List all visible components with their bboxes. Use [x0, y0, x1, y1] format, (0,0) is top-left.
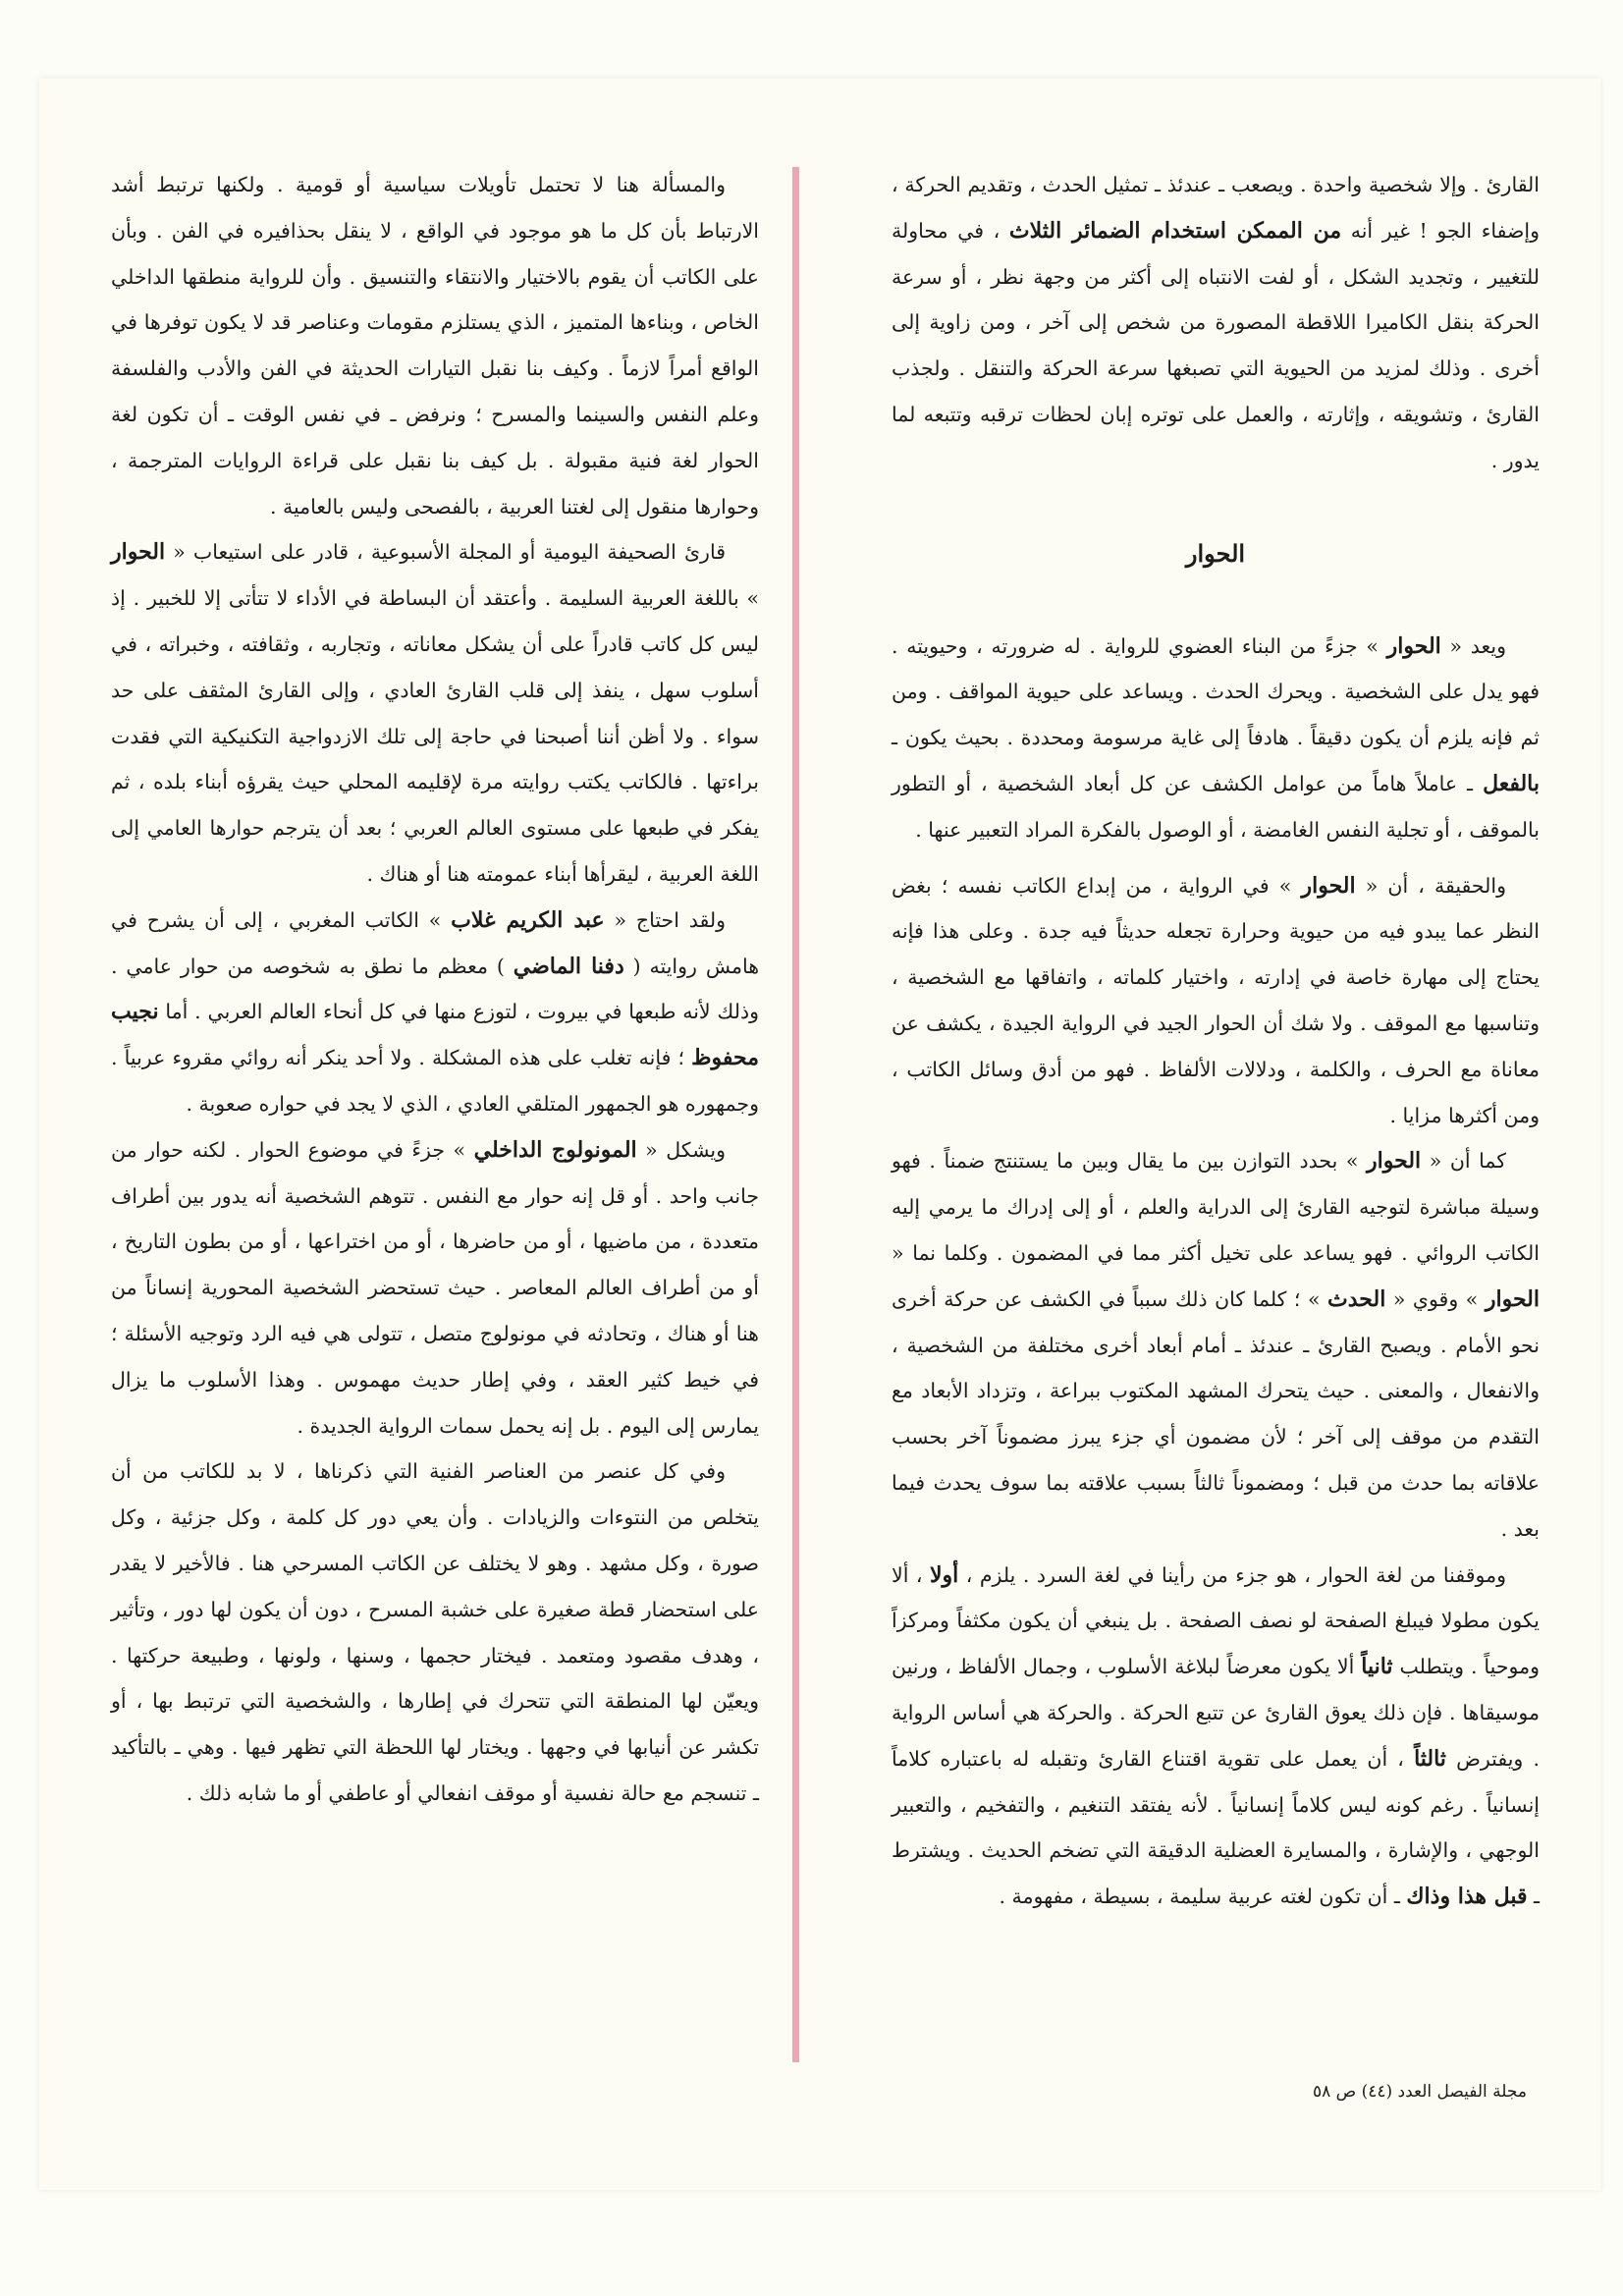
- text-run: قارئ الصحيفة اليومية أو المجلة الأسبوعية ، قادر على استيعاب «: [165, 540, 726, 565]
- bold-term: الحوار: [1485, 1285, 1540, 1312]
- paragraph: والمسألة هنا لا تحتمل تأويلات سياسية أو قومية . ولكنها ترتبط أشد الارتباط بأن كل ما هو موجود في الواقع ، لا ينقل بحذافيره في الفن . وبأن على الكاتب أن يقوم بالاختيار والانتقاء والتنسيق . وأن للرواية منطقها الداخلي الخاص ، وبناءها المتميز ، الذي يستلزم مقومات وعناصر قد لا يكون توفرها في الواقع أمراً لازماً . وكيف بنا نقبل التيارات الحديثة في الفن والأدب والفلسفة وعلم النفس والسينما والمسرح ؛ ونرفض ـ في نفس الوقت ـ أن تكون لغة الحوار لغة فنية مقبولة . بل كيف بنا نقبل على قراءة الروايات المترجمة ، وحوارها منقول إلى لغتنا العربية ، بالفصحى وليس بالعامية .: [111, 173, 759, 519]
- paragraph: [111, 898, 759, 1127]
- section-heading: الحوار: [1185, 538, 1246, 568]
- column-divider: [792, 167, 799, 2062]
- text-run: وموقفنا من لغة الحوار ، هو جزء من رأينا في لغة السرد . يلزم ،: [958, 1562, 1506, 1587]
- bold-term: الحدث: [1327, 1285, 1386, 1312]
- text-run: ـ أن تكون لغته عربية سليمة ، بسيطة ، مفهومة .: [999, 1885, 1407, 1909]
- right-column: [892, 162, 1540, 1920]
- text-run: القارئ . وإلا شخصية واحدة . ويصعب ـ عندئذ ـ تمثيل الحدث ، وتقديم الحركة ، وإضفاء الجو ! غير أنه: [892, 173, 1540, 243]
- text-run: » في الرواية ، من إبداع الكاتب نفسه ؛ بغض النظر عما يبدو فيه من حيوية وحرارة تجعله حديثاً فيه جدة . وعلى هذا فإنه يحتاج إلى مهارة خاصة في إدارته ، واختيار كلماته ، واتفاقها مع الشخصية ، وتناسبها مع الموقف . ولا شك أن الحوار الجيد في الرواية الجيدة ، يكشف عن معاناة مع الحرف ، والكلمة ، ودلالات الألفاظ . فهو من أدق وسائل الكاتب ، ومن أكثرها مزايا .: [892, 873, 1540, 1127]
- text-run: ، أن يعمل على تقوية اقتناع القارئ وتقبله له باعتباره كلاماً إنسانياً . رغم كونه ليس كلاماً إنسانياً . لأنه يفتقد التنغيم ، والتفخيم ، والتعبير الوجهي ، والإشارة ، والمسايرة العضلية الدقيقة التي تضخم الحديث . ويشترط ـ: [892, 1746, 1540, 1909]
- text-run: » وقوي «: [1385, 1286, 1486, 1311]
- text-run: والحقيقة ، أن «: [1355, 873, 1507, 898]
- text-run: ، ألا يكون مطولا فيبلغ الصفحة لو نصف الصفحة . بل ينبغي أن يكون مكثفاً ومركزاً وموحياً . ويتطلب: [892, 1562, 1540, 1679]
- novel-title: دفنا الماضي: [513, 953, 624, 979]
- author-name: نجيب محفوظ: [111, 999, 759, 1071]
- text-run: » بحدد التوازن بين ما يقال وبين ما يستنتج ضمناً . فهو وسيلة مباشرة لتوجيه القارئ إلى الدراية والعلم ، أو إلى إدراك ما يرمي إليه الكاتب الروائي . فهو يساعد على تخيل أكثر مما في المضمون . وكلما نما «: [892, 1149, 1540, 1265]
- text-run: » جزءً من البناء العضوي للرواية . له ضرورته ، وحيويته . فهو يدل على الشخصية . ويحرك الحدث . ويساعد على حيوية المواقف . ومن ثم فإنه يلزم أن يكون دقيقاً . هادفاً إلى غاية مرسومة ومحددة . بحيث يكون ـ: [892, 633, 1540, 750]
- paragraph: [111, 1127, 759, 1449]
- bold-phrase: من الممكن استخدام الضمائر الثلاث: [1008, 217, 1342, 244]
- bold-term: الحوار: [1367, 1148, 1422, 1175]
- bold-term: أولا: [929, 1561, 959, 1588]
- bold-term: بالفعل: [1483, 770, 1540, 796]
- paragraph: وفي كل عنصر من العناصر الفنية التي ذكرناها ، لا بد للكاتب من أن يتخلص من النتوءات والزيادات . وأن يعي دور كل كلمة ، وكل جزئية ، وكل صورة ، وكل مشهد . وهو لا يختلف عن الكاتب المسرحي هنا . فالأخير لا يقدر على استحضار قطة صغيرة على خشبة المسرح ، دون أن يكون لها دور ، وتأثير ، وهدف مقصود ومتعمد . فيختار حجمها ، وسنها ، ولونها ، وطبيعة حركتها . ويعيّن لها المنطقة التي تتحرك في إطارها ، والشخصية التي ترتبط بها ، أو تكشر عن أنيابها في وجهها . ويختار لها اللحظة التي تظهر فيها . وهي ـ بالتأكيد ـ تنسجم مع حالة نفسية أو موقف انفعالي أو عاطفي أو ما شابه ذلك .: [111, 1459, 759, 1805]
- text-run: ألا يكون معرضاً لبلاغة الأسلوب ، وجمال الألفاظ ، ورنين موسيقاها . فإن ذلك يعوق القارئ عن تتبع الحركة . والحركة هي أساس الرواية . ويفترض: [892, 1655, 1540, 1771]
- bold-term: الحوار: [111, 539, 166, 566]
- author-name: عبد الكريم غلاب: [451, 906, 605, 933]
- paragraph: [892, 863, 1540, 1139]
- paragraph: [892, 1553, 1540, 1920]
- text-run: ويعد «: [1440, 633, 1506, 658]
- text-run: » الكاتب المغربي ، إلى أن يشرح في هامش روايته (: [111, 907, 759, 978]
- bold-term: ثالثاً: [1414, 1745, 1446, 1772]
- text-run: ) معظم ما نطق به شخوصه من حوار عامي . وذلك لأنه طبعها في بيروت ، لتوزع منها في كل أنحاء العالم العربي . أما: [111, 954, 759, 1024]
- text-run: ؛ فإنه تغلب على هذه المشكلة . ولا أحد ينكر أنه روائي مقروء عربياً . وجمهوره هو الجمهور المتلقي العادي ، الذي لا يجد في حواره صعوبة .: [111, 1046, 759, 1116]
- bold-term: ثانياً: [1361, 1654, 1393, 1680]
- paragraph: [892, 624, 1540, 853]
- paragraph: [892, 162, 1540, 484]
- text-run: » ؛ كلما كان ذلك سبباً في الكشف عن حركة أخرى نحو الأمام . ويصبح القارئ ـ عندئذ ـ أمام أبعاد أخرى مختلفة من الشخصية ، والانفعال ، والمعنى . حيث يتحرك المشهد المكتوب ببراعة ، وتزداد الأبعاد مع التقدم من موقف إلى آخر ؛ لأن مضمون أي جزء يبرز مضموناً آخر بحسب علاقاته بما حدث من قبل ؛ ومضموناً ثالثاً بسبب علاقته بما سوف يحدث فيما بعد .: [892, 1286, 1540, 1541]
- text-run: ولقد احتاج «: [604, 907, 727, 932]
- left-column: [111, 162, 759, 1817]
- bold-term: الحوار: [1301, 872, 1356, 899]
- page-footer: مجلة الفيصل العدد (٤٤) ص ٥٨: [1312, 2082, 1527, 2102]
- text-run: كما أن «: [1421, 1149, 1507, 1174]
- bold-term: الحوار: [1386, 632, 1441, 659]
- bold-term: المونولوج الداخلي: [473, 1136, 637, 1163]
- text-run: » باللغة العربية السليمة . وأعتقد أن البساطة في الأداء لا تتأتى إلا للخبير . إذ ليس كل كاتب قادراً على أن يشكل معاناته ، وتجاربه ، وثقافته ، وخبراته ، في أسلوب سهل ، ينفذ إلى قلب القارئ العادي ، وإلى القارئ المثقف على حد سواء . ولا أظن أننا أصبحنا في حاجة إلى تلك الازدواجية التكنيكية التي فقدت براءتها . فالكاتب يكتب روايته مرة لإقليمه المحلي حيث يقرؤه أبناء بلده ، ثم يفكر في طبعها على مستوى العالم العربي ؛ بعد أن يترجم حوارها العامي إلى اللغة العربية ، ليقرأها أبناء عمومته هنا أو هناك .: [111, 586, 759, 886]
- text-run: ـ عاملاً هاماً من عوامل الكشف عن كل أبعاد الشخصية ، أو التطور بالموقف ، أو تجلية النفس الغامضة ، أو الوصول بالفكرة المراد التعبير عنها .: [892, 771, 1540, 842]
- paragraph: [111, 529, 759, 897]
- paragraph: [892, 1138, 1540, 1552]
- bold-term: قبل هذا وذاك: [1406, 1884, 1528, 1910]
- text-run: » جزءً في موضوع الحوار . لكنه حوار من جانب واحد . أو قل إنه حوار مع النفس . تتوهم الشخصية أنه يدور بين أطراف متعددة ، من ماضيها ، أو من حاضرها ، أو من اختراعها ، أو من بطون التاريخ ، أو من أطراف العالم المعاصر . حيث تستحضر الشخصية المحورية إنساناً من هنا أو هناك ، وتحادثه في مونولوج متصل ، تتولى هي فيه الرد وتوجيه الأسئلة ؛ في خيط كثير العقد ، وفي إطار حديث مهموس . وهذا الأسلوب ما يزال يمارس إلى اليوم . بل إنه يحمل سمات الرواية الجديدة .: [111, 1137, 759, 1438]
- text-run: ، في محاولة للتغيير ، وتجديد الشكل ، أو لفت الانتباه إلى أكثر من وجهة نظر ، أو سرعة الحركة بنقل الكاميرا اللاقطة المصورة من شخص إلى آخر ، ومن زاوية إلى أخرى . وذلك لمزيد من الحيوية التي تصبغها سرعة الحركة والتنقل . ولجذب القارئ ، وتشويقه ، وإثارته ، والعمل على توتره إبان لحظات ترقبه وتتبعه لما يدور .: [892, 218, 1540, 472]
- text-run: ويشكل «: [636, 1137, 726, 1162]
